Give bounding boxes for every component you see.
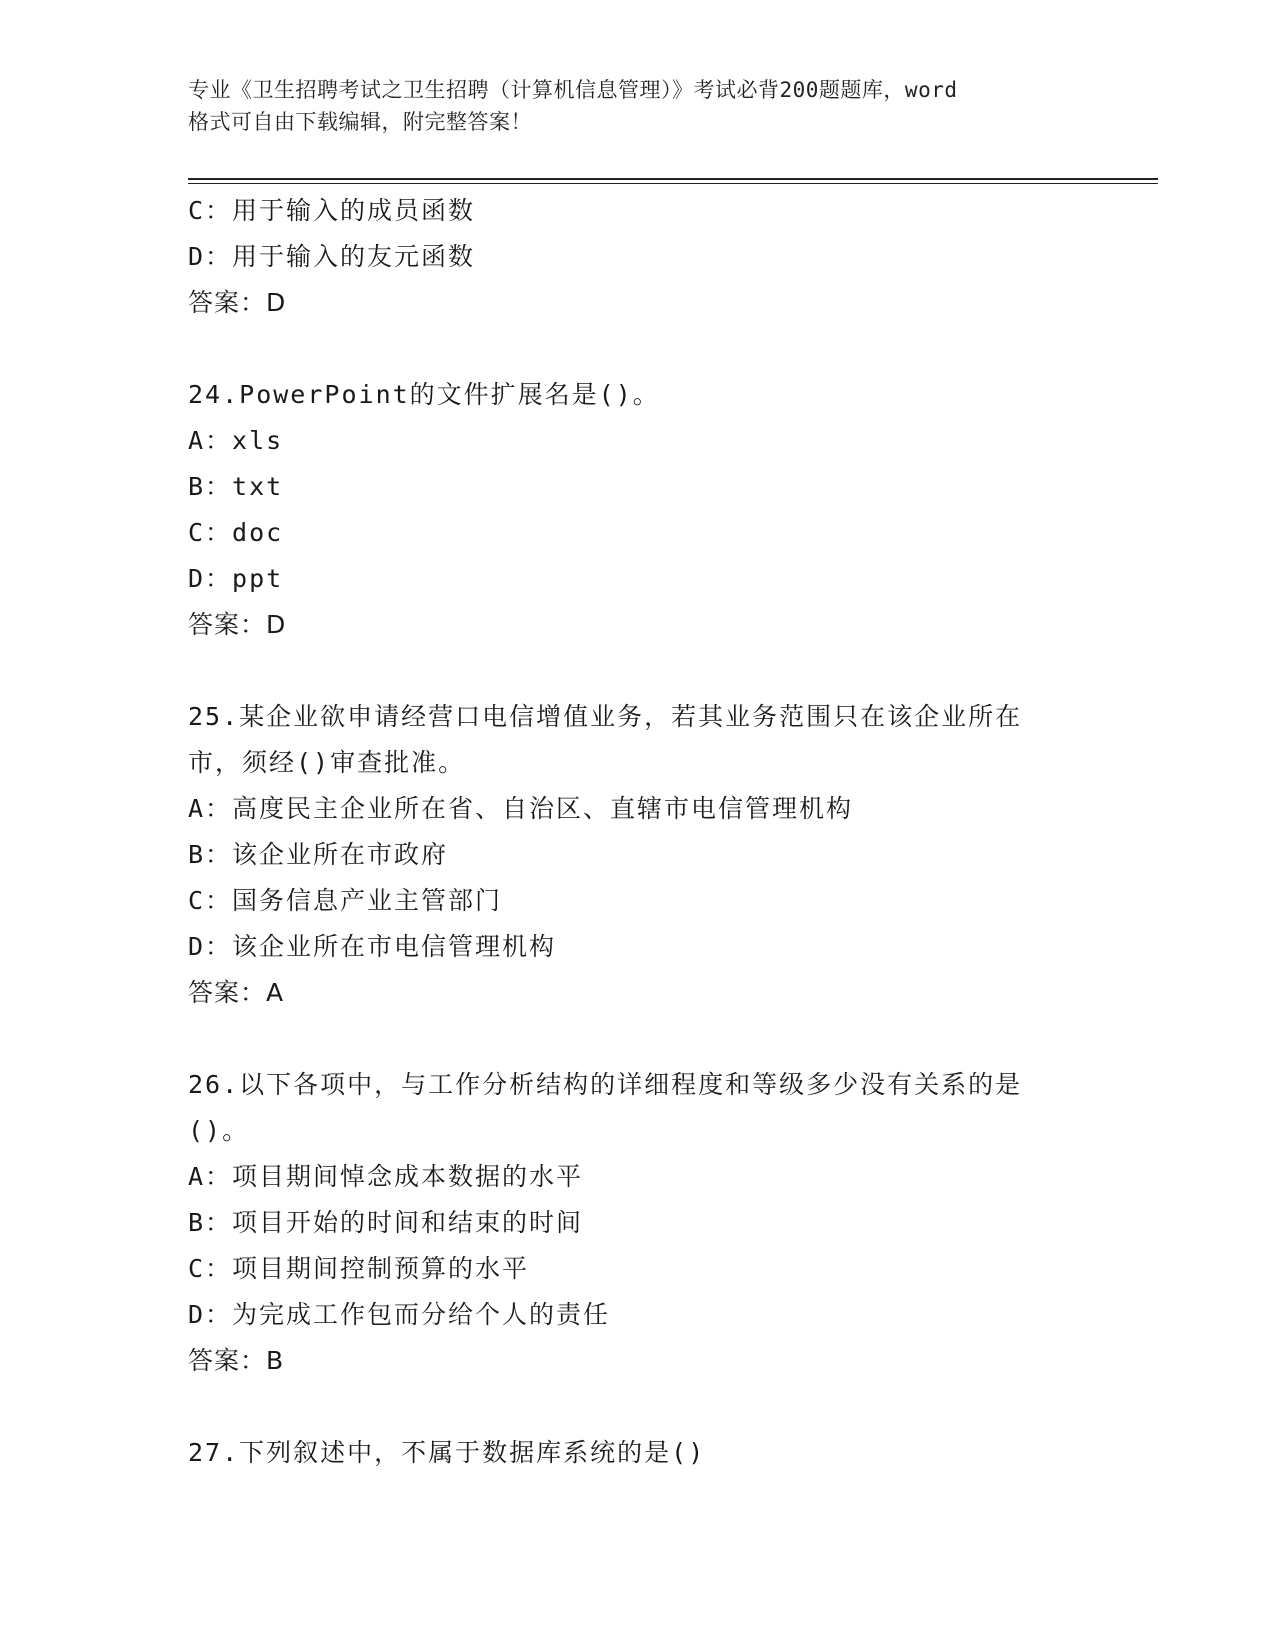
spacer — [188, 648, 1088, 694]
question-list — [188, 188, 1088, 1476]
option-a: A：高度民主企业所在省、自治区、直辖市电信管理机构 — [188, 794, 854, 823]
option-d: D：为完成工作包而分给个人的责任 — [188, 1300, 611, 1329]
question-23 — [188, 188, 1088, 326]
answer: 答案：B — [188, 1346, 285, 1375]
spacer — [188, 326, 1088, 372]
answer: 答案：D — [188, 610, 287, 639]
question-24 — [188, 372, 1088, 648]
question-25 — [188, 694, 1088, 1016]
question-title: 27.下列叙述中，不属于数据库系统的是() — [188, 1438, 706, 1467]
option-d: D：该企业所在市电信管理机构 — [188, 932, 557, 961]
spacer — [188, 1384, 1088, 1430]
question-title-line-1: 26.以下各项中，与工作分析结构的详细程度和等级多少没有关系的是 — [188, 1070, 1023, 1099]
document-header — [188, 74, 1088, 138]
option-b: B：项目开始的时间和结束的时间 — [188, 1208, 584, 1237]
option-a: A：项目期间悼念成本数据的水平 — [188, 1162, 584, 1191]
header-divider-thin — [188, 183, 1158, 184]
option-b: B：txt — [188, 472, 284, 501]
header-line-2: 格式可自由下载编辑，附完整答案！ — [188, 110, 532, 134]
option-c: C：项目期间控制预算的水平 — [188, 1254, 530, 1283]
option-d: D：用于输入的友元函数 — [188, 242, 476, 271]
question-title-line-2: ()。 — [188, 1116, 250, 1145]
answer: 答案：A — [188, 978, 285, 1007]
option-c: C：doc — [188, 518, 284, 547]
question-title-line-1: 25.某企业欲申请经营口电信增值业务，若其业务范围只在该企业所在 — [188, 702, 1023, 731]
header-line-1: 专业《卫生招聘考试之卫生招聘（计算机信息管理）》考试必背200题题库，word — [188, 78, 958, 102]
question-title-line-2: 市，须经()审查批准。 — [188, 748, 466, 777]
spacer — [188, 1016, 1088, 1062]
option-a: A：xls — [188, 426, 284, 455]
question-title: 24.PowerPoint的文件扩展名是()。 — [188, 380, 660, 409]
question-27 — [188, 1430, 1088, 1476]
question-26 — [188, 1062, 1088, 1384]
header-divider-thick — [188, 178, 1158, 180]
option-c: C：用于输入的成员函数 — [188, 196, 476, 225]
option-d: D：ppt — [188, 564, 284, 593]
option-b: B：该企业所在市政府 — [188, 840, 449, 869]
option-c: C：国务信息产业主管部门 — [188, 886, 503, 915]
answer: 答案：D — [188, 288, 287, 317]
